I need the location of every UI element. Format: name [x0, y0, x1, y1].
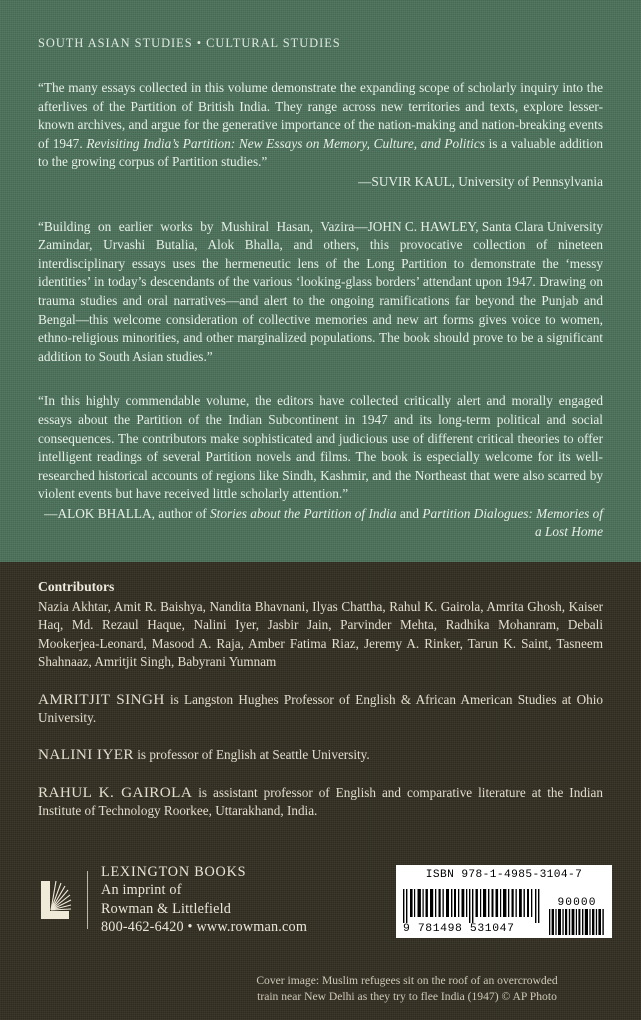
blurb-book-title: Revisiting India’s Partition: New Essays on Memory, Culture, and Politics — [86, 135, 485, 151]
barcode-ean13-digits: 9 781498 531047 — [403, 923, 515, 935]
contributors-heading: Contributors — [38, 579, 115, 594]
editor-name: RAHUL K. GAIROLA — [38, 783, 193, 801]
editor-name: AMRITJIT SINGH — [38, 690, 165, 708]
publisher-contact[interactable]: 800-462-6420 • www.rowman.com — [101, 919, 308, 936]
blurb-text — [38, 79, 603, 172]
publisher-name: LEXINGTON BOOKS — [101, 864, 247, 880]
blurb-text: “In this highly commendable volume, the editors have collected critically alert and morally engaged essays about the Partition of the Indian Subcontinent in 1947 and its long-term political and social consequences. The contributors make sophisticated and judicious use of different critical theories to offer intelligent readings of several Partition novels and films. The book is especially welcome for its well-researched historical accounts of regions like Sindh, Kashmir, and the Northeast that were also scarred by violent events but have received little scholarly attention.” — [38, 393, 603, 502]
isbn-number: ISBN 978-1-4985-3104-7 — [425, 869, 583, 881]
blurb-attribution — [38, 505, 603, 542]
cover-image-credit — [211, 973, 603, 1004]
barcode-ean13 — [403, 889, 543, 935]
blurb-text-part2: is a valuable addition to the growing corpus of Partition studies.” — [38, 135, 603, 170]
category-header: SOUTH ASIAN STUDIES • CULTURAL STUDIES — [38, 36, 341, 50]
publisher-parent: Rowman & Littlefield — [101, 900, 232, 917]
editor-bio-nalini-iyer — [38, 746, 603, 764]
blurb-text-part1: “Building on earlier works by Mushiral Hasan, Vazira Zamindar, Urvashi Butalia, Alok Bhalla, and others, this provocative collection of nineteen interdisciplinary essays uses the hermeneutic lens of the Long Partition to demonstrate the ‘messy identities’ in today’s descendants of the various ‘looking-glass borders’ attendant upon 1947. Drawing on trauma studies and oral narratives—and alert to the ongoing ramifications far beyond the Punjab and Bengal—this welcome consideration of collective memories and new art forms gives voice to women, ethno-religious minorities, and other marginalized populations. The book should prove to be a significant addition to South Asian studies.” — [38, 218, 603, 364]
dark-panel — [0, 562, 641, 1020]
editor-bio-text: is assistant professor of English and comparative literature at the Indian Institute of Technology Roorkee, Uttarakhand, India. — [38, 784, 603, 819]
isbn-barcode — [396, 865, 612, 938]
barcode-bars-row — [403, 882, 605, 935]
logo-divider — [87, 871, 88, 929]
editor-bio-rahul-gairola — [38, 784, 603, 821]
editor-bio-text: is Langston Hughes Professor of English & African American Studies at Ohio University. — [38, 691, 603, 726]
publisher-text — [101, 863, 307, 937]
barcode-ean13-bars — [403, 889, 543, 923]
blurb-john-hawley — [38, 218, 603, 367]
blurb-attribution-title-2: Partition Dialogues: Memories of a Lost Home — [422, 505, 603, 540]
editor-bio-amritjit-singh — [38, 691, 603, 728]
blurb-suvir-kaul — [38, 79, 603, 192]
blurb-text — [38, 218, 603, 367]
blurb-attribution-prefix: —ALOK BHALLA, author of — [44, 505, 210, 521]
blurb-text-part1: “The many essays collected in this volume demonstrate the expanding scope of scholarly inquiry into the afterlives of the Partition of British India. They range across new territories and texts, explore lesser-known archives, and argue for the generative importance of the nation-making and nation-breaking events of 1947. — [38, 80, 603, 151]
blurb-attribution: —SUVIR KAUL, University of Pennsylvania — [358, 173, 603, 189]
editor-bio-text: is professor of English at Seattle University. — [133, 747, 370, 763]
barcode-addon — [549, 897, 605, 935]
cover-credit-line-2: train near New Delhi as they try to flee India (1947) © AP Photo — [257, 989, 557, 1003]
barcode-addon-digits: 90000 — [557, 897, 597, 909]
cover-credit-line-1: Cover image: Muslim refugees sit on the roof of an overcrowded — [256, 974, 558, 988]
lexington-books-logo-icon — [38, 878, 74, 922]
contributors-list: Nazia Akhtar, Amit R. Baishya, Nandita Bhavnani, Ilyas Chattha, Rahul K. Gairola, Amrita Ghosh, Kaiser Haq, Md. Rezaul Haque, Nalini Iyer, Jasbir Jain, Parvinder Mehta, Radhika Mohanram, Debali Mookerjea-Leonard, Masood A. Raja, Amber Fatima Riaz, Jeremy A. Rinker, Tarun K. Saint, Tasneem Shahnaaz, Amritjit Singh, Babyrani Yumnam — [38, 599, 603, 670]
publisher-block — [38, 863, 307, 937]
barcode-addon-bars — [549, 909, 605, 935]
publisher-imprint-line: An imprint of — [101, 882, 182, 899]
blurb-attribution-mid: and — [396, 505, 423, 521]
blurb-attribution-title-1: Stories about the Partition of India — [210, 505, 397, 521]
blurb-alok-bhalla — [38, 392, 603, 542]
blurb-attribution: —JOHN C. HAWLEY, Santa Clara University — [354, 218, 603, 234]
editor-name: NALINI IYER — [38, 746, 134, 764]
